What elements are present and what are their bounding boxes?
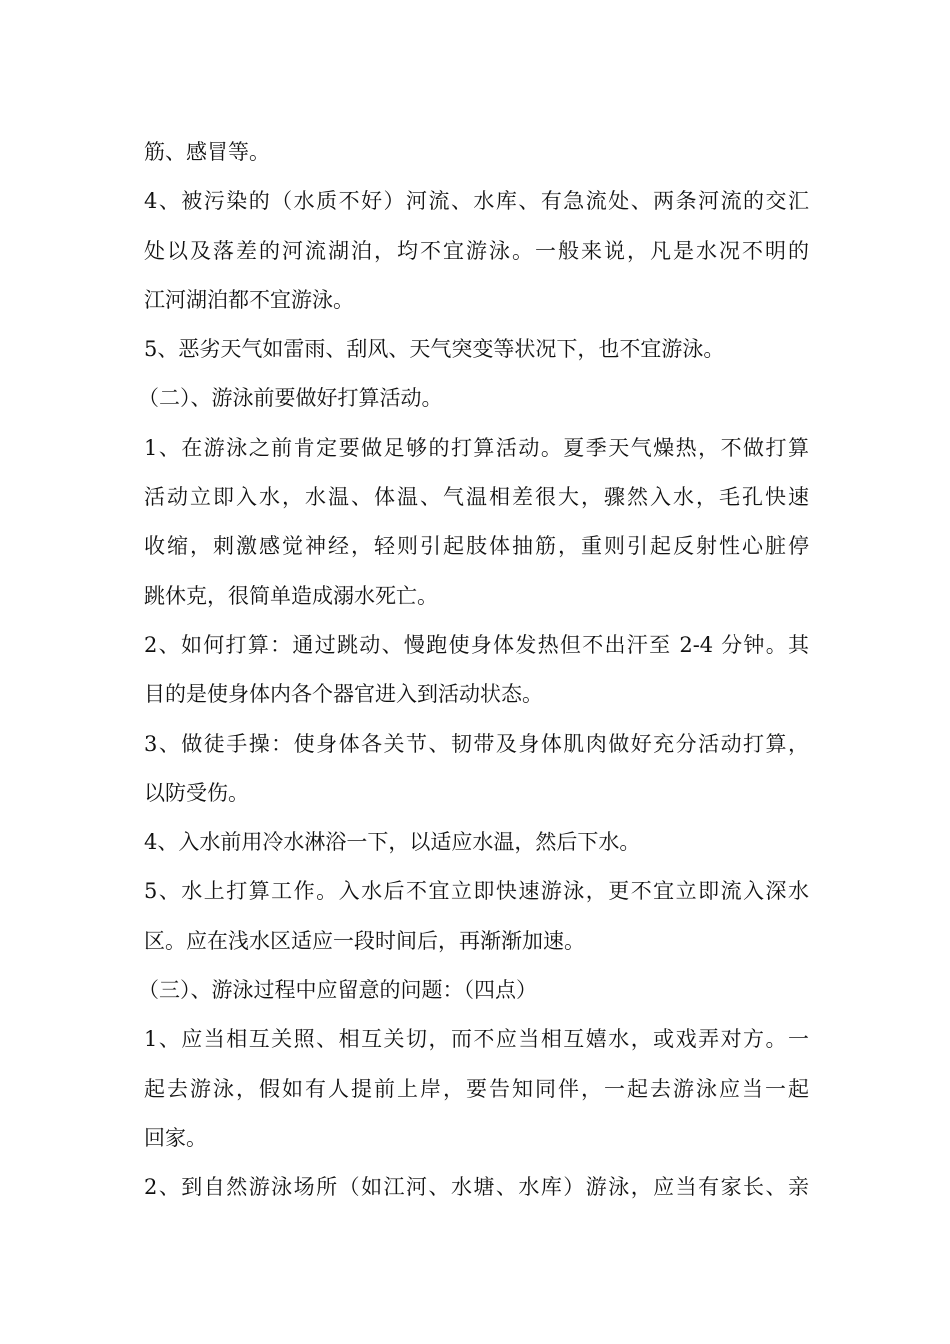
text-line: 回家。 <box>144 1125 207 1150</box>
text-line: 3、做徒手操：使身体各关节、韧带及身体肌肉做好充分活动打算， <box>144 731 809 756</box>
section-heading: （二）、游泳前要做好打算活动。 <box>138 386 443 411</box>
text-line: 1、应当相互关照、相互关切，而不应当相互嬉水，或戏弄对方。一 <box>144 1027 809 1052</box>
document-body <box>138 128 809 1213</box>
text-line: 以防受伤。 <box>144 780 249 805</box>
text-line: 4、入水前用冷水淋浴一下，以适应水温，然后下水。 <box>144 830 641 855</box>
text-line: 处以及落差的河流湖泊，均不宜游泳。一般来说，凡是水况不明的 <box>144 238 809 263</box>
section-heading: （三）、游泳过程中应留意的问题：（四点） <box>138 978 537 1003</box>
text-line: 5、水上打算工作。入水后不宜立即快速游泳，更不宜立即流入深水 <box>144 879 809 904</box>
text-line: 2、如何打算：通过跳动、慢跑使身体发热但不出汗至 2-4 分钟。其 <box>144 632 809 657</box>
text-line: 江河湖泊都不宜游泳。 <box>144 287 354 312</box>
text-line: 收缩，刺激感觉神经，轻则引起肢体抽筋，重则引起反射性心脏停 <box>144 534 809 559</box>
text-line: 活动立即入水，水温、体温、气温相差很大，骤然入水，毛孔快速 <box>144 485 809 510</box>
text-line: 起去游泳，假如有人提前上岸，要告知同伴，一起去游泳应当一起 <box>144 1076 809 1101</box>
text-line: 1、在游泳之前肯定要做足够的打算活动。夏季天气燥热，不做打算 <box>144 435 809 460</box>
text-line: 2、到自然游泳场所（如江河、水塘、水库）游泳，应当有家长、亲 <box>144 1175 809 1200</box>
text-line: 4、被污染的（水质不好）河流、水库、有急流处、两条河流的交汇 <box>144 189 809 214</box>
text-line: 5、恶劣天气如雷雨、刮风、天气突变等状况下，也不宜游泳。 <box>144 337 725 362</box>
text-line: 跳休克，很简单造成溺水死亡。 <box>144 583 438 608</box>
text-line: 筋、感冒等。 <box>144 140 270 164</box>
text-line: 目的是使身体内各个器官进入到活动状态。 <box>144 682 543 707</box>
text-line: 区。应在浅水区适应一段时间后，再渐渐加速。 <box>144 928 585 953</box>
